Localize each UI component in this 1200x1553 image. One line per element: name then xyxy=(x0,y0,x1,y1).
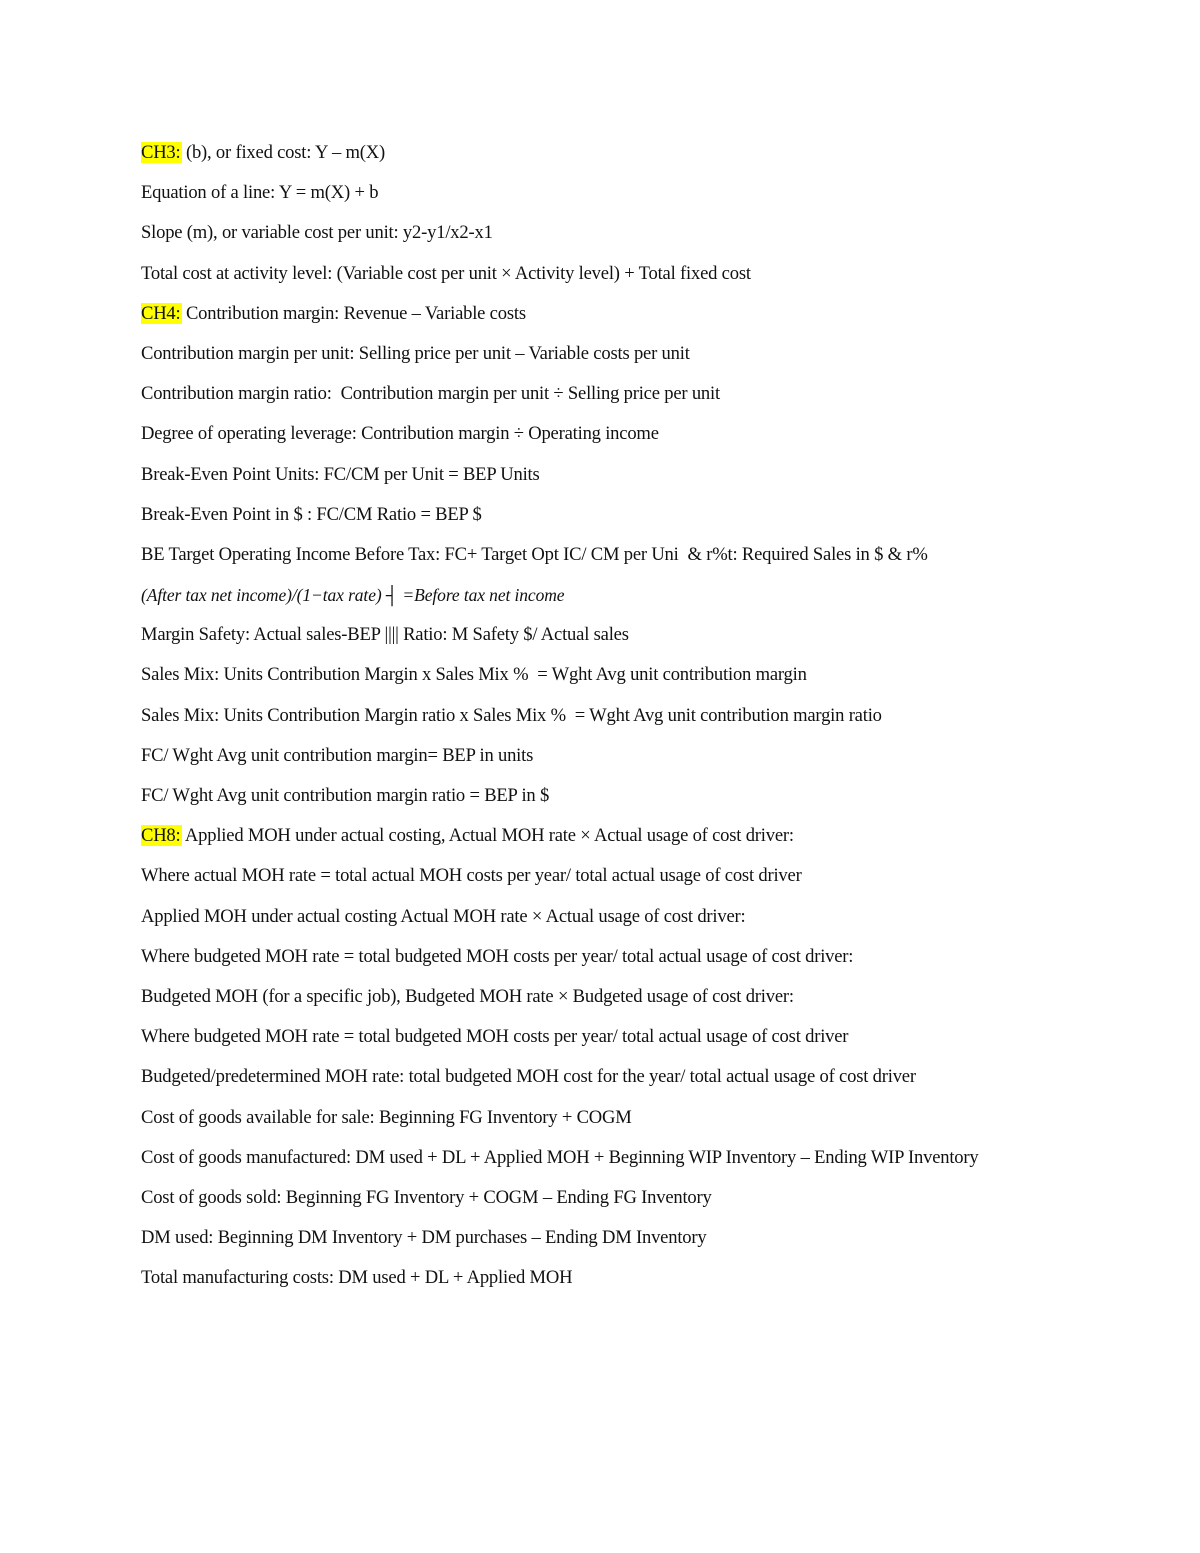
formula-text: Where budgeted MOH rate = total budgeted MOH costs per year/ total actual usage of cost driver: xyxy=(141,945,854,967)
formula-text: Applied MOH under actual costing Actual MOH rate × Actual usage of cost driver: xyxy=(141,905,746,927)
formula-line xyxy=(141,904,1151,944)
formula-text: Contribution margin ratio: Contribution margin per unit ÷ Selling price per unit xyxy=(141,383,720,405)
chapter-label: CH3: xyxy=(141,142,181,163)
chapter-heading-line xyxy=(141,301,1151,341)
formula-text: Where actual MOH rate = total actual MOH costs per year/ total actual usage of cost driver xyxy=(141,865,802,887)
chapter-heading-line xyxy=(141,823,1151,863)
formula-text: Cost of goods available for sale: Beginning FG Inventory + COGM xyxy=(141,1106,632,1128)
formula-line xyxy=(141,381,1151,421)
formula-line xyxy=(141,421,1151,461)
formula-line xyxy=(141,1024,1151,1064)
formula-line xyxy=(141,261,1151,301)
formula-text: Sales Mix: Units Contribution Margin ratio x Sales Mix % = Wght Avg unit contribution margin ratio xyxy=(141,704,882,726)
formula-text: Margin Safety: Actual sales-BEP |||| Ratio: M Safety $/ Actual sales xyxy=(141,624,629,646)
formula-text: Budgeted MOH (for a specific job), Budgeted MOH rate × Budgeted usage of cost driver: xyxy=(141,985,794,1007)
formula-line xyxy=(141,462,1151,502)
formula-line xyxy=(141,984,1151,1024)
formula-line xyxy=(141,542,1151,582)
formula-text: Sales Mix: Units Contribution Margin x Sales Mix % = Wght Avg unit contribution margin xyxy=(141,664,807,686)
formula-text: BE Target Operating Income Before Tax: FC+ Target Opt IC/ CM per Uni & r%t: Required Sales in $ & r% xyxy=(141,543,928,565)
formula-line xyxy=(141,502,1151,542)
formula-text: Degree of operating leverage: Contribution margin ÷ Operating income xyxy=(141,423,659,445)
formula-text: Cost of goods manufactured: DM used + DL + Applied MOH + Beginning WIP Inventory – Ending WIP Inventory xyxy=(141,1146,979,1168)
formula-list xyxy=(141,140,1151,1305)
formula-line xyxy=(141,1105,1151,1145)
formula-text: DM used: Beginning DM Inventory + DM purchases – Ending DM Inventory xyxy=(141,1227,707,1249)
formula-line xyxy=(141,1145,1151,1185)
chapter-heading-line xyxy=(141,140,1151,180)
formula-line xyxy=(141,622,1151,662)
formula-equation-line xyxy=(141,582,1151,622)
formula-text: Applied MOH under actual costing, Actual MOH rate × Actual usage of cost driver: xyxy=(181,825,794,847)
formula-line xyxy=(141,783,1151,823)
formula-text: (After tax net income)/(1−tax rate) ┤ =Before tax net income xyxy=(141,585,565,606)
formula-line xyxy=(141,743,1151,783)
formula-text: Budgeted/predetermined MOH rate: total budgeted MOH cost for the year/ total actual usage of cost driver xyxy=(141,1066,916,1088)
formula-text: Cost of goods sold: Beginning FG Inventory + COGM – Ending FG Inventory xyxy=(141,1186,712,1208)
formula-line xyxy=(141,863,1151,903)
formula-text: (b), or fixed cost: Y – m(X) xyxy=(181,142,385,163)
formula-text: Break-Even Point Units: FC/CM per Unit = BEP Units xyxy=(141,463,540,485)
formula-line xyxy=(141,1265,1151,1305)
formula-text: FC/ Wght Avg unit contribution margin ratio = BEP in $ xyxy=(141,785,550,806)
formula-line xyxy=(141,341,1151,381)
formula-line xyxy=(141,662,1151,702)
chapter-label: CH8: xyxy=(141,825,181,847)
formula-text: Contribution margin per unit: Selling price per unit – Variable costs per unit xyxy=(141,342,690,364)
formula-text: Break-Even Point in $ : FC/CM Ratio = BEP $ xyxy=(141,503,482,525)
formula-text: Total manufacturing costs: DM used + DL + Applied MOH xyxy=(141,1267,573,1289)
formula-line xyxy=(141,180,1151,220)
formula-line xyxy=(141,220,1151,260)
formula-line xyxy=(141,1185,1151,1225)
formula-text: Slope (m), or variable cost per unit: y2-y1/x2-x1 xyxy=(141,222,493,244)
formula-text: Total cost at activity level: (Variable cost per unit × Activity level) + Total fixed cost xyxy=(141,262,751,284)
formula-line xyxy=(141,703,1151,743)
formula-text: Where budgeted MOH rate = total budgeted MOH costs per year/ total actual usage of cost driver xyxy=(141,1026,849,1048)
formula-line xyxy=(141,944,1151,984)
formula-text: FC/ Wght Avg unit contribution margin= BEP in units xyxy=(141,744,534,766)
chapter-label: CH4: xyxy=(141,302,181,324)
formula-text: Equation of a line: Y = m(X) + b xyxy=(141,182,379,204)
formula-line xyxy=(141,1225,1151,1265)
formula-text: Contribution margin: Revenue – Variable costs xyxy=(181,302,526,324)
formula-line xyxy=(141,1064,1151,1104)
